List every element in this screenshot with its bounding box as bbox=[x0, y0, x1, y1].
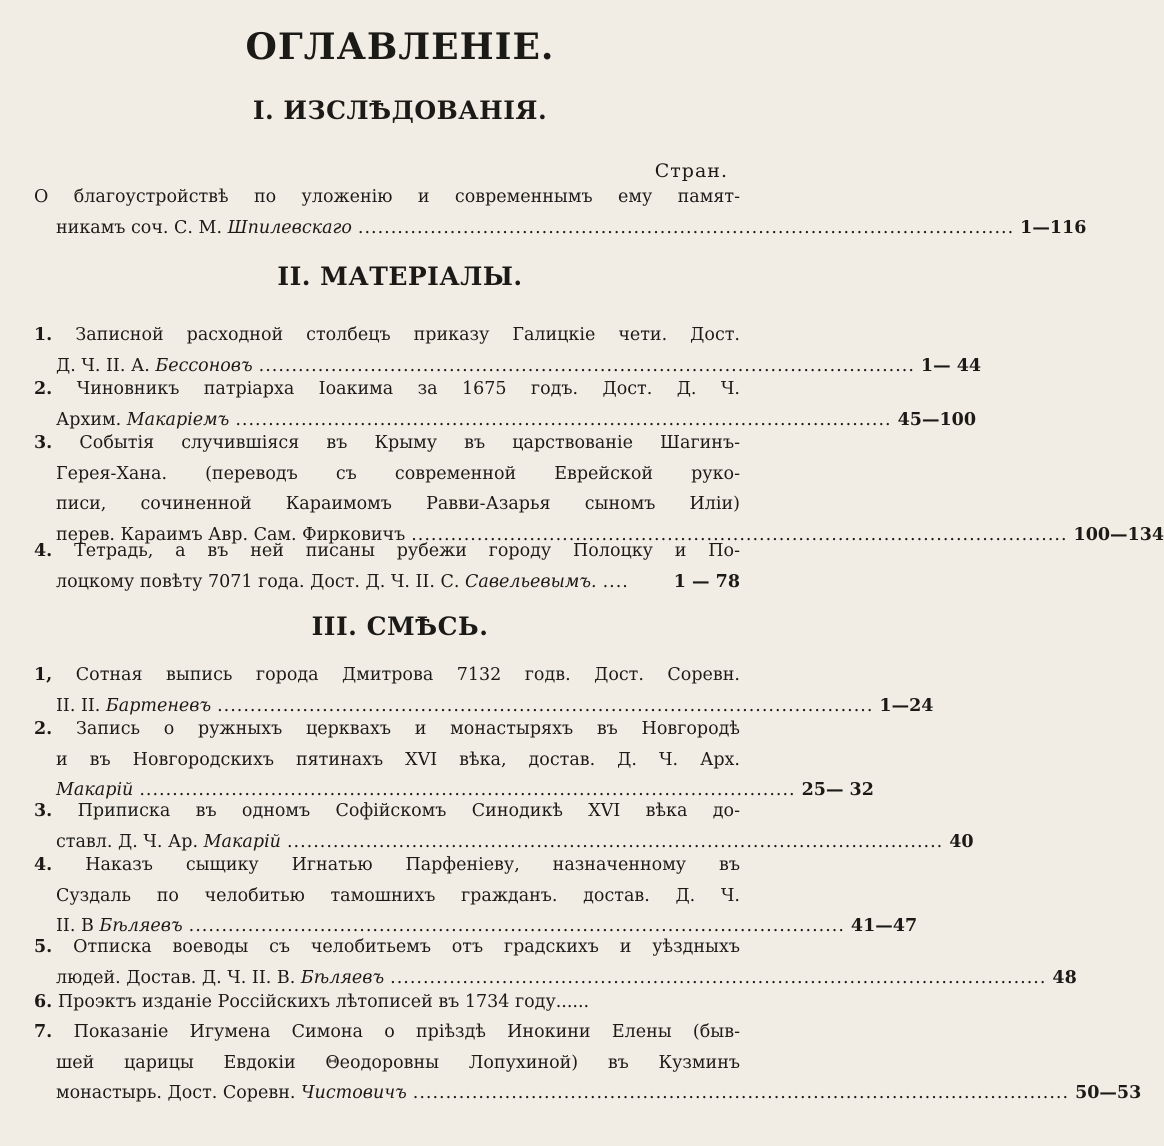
list-item: 3. Приписка въ одномъ Софiйскомъ Синодикѣ XVI вѣка до- ставл. Д. Ч. Ар. Макарiй .................................................................................................... 40 bbox=[34, 796, 740, 857]
entry-author: Шпилевскаго bbox=[227, 217, 352, 238]
entry-pages: 1 — 78 bbox=[673, 571, 740, 592]
section-heading-miscellany: III. СМѢСЬ. bbox=[311, 612, 489, 641]
entry-author: Бѣляевъ bbox=[99, 916, 183, 936]
entry-pages: 1—116 bbox=[1020, 217, 1087, 238]
list-item bbox=[34, 182, 1087, 243]
entry-text: О благоустройствѣ по уложенiю и современнымъ ему памят- bbox=[34, 187, 740, 207]
list-item: 5. Отписка воеводы съ челобитьемъ отъ градскихъ и уѣздныхъ людей. Достав. Д. Ч. II. В. Бѣляевъ .................................................................................................... 48 bbox=[34, 932, 740, 993]
entry-pages: 1—24 bbox=[879, 695, 934, 716]
entry-pages: 1— 44 bbox=[920, 355, 982, 376]
leader-dots: .................................................................................................... bbox=[235, 409, 892, 430]
leader-dots: .................................................................................................... bbox=[411, 524, 1068, 545]
entry-pages: 50—53 bbox=[1075, 1083, 1142, 1103]
leader-dots: .... bbox=[602, 571, 629, 592]
list-item: 4. Наказъ сыщику Игнатью Парфенiеву, назначенному въ Суздаль по челобитью тамошнихъ гражданъ. достав. Д. Ч. II. В Бѣляевъ .................................................................................................... 41—47 bbox=[34, 850, 740, 942]
entry-pages: 100—134 bbox=[1073, 524, 1164, 545]
leader-dots: .................................................................................................... bbox=[357, 217, 1015, 238]
entry-author: Макарiй bbox=[203, 831, 281, 852]
entry-pages: 45—100 bbox=[897, 409, 976, 430]
entry-pages: 41—47 bbox=[850, 916, 918, 936]
leader-dots: .................................................................................................... bbox=[217, 695, 874, 716]
list-item: 2. Чиновникъ патрiарха Iоакима за 1675 годъ. Дост. Д. Ч. Архим. Макарiемъ .................................................................................................... 45—100 bbox=[34, 374, 740, 435]
entry-author: Макарiй bbox=[56, 780, 134, 800]
list-item: 4. Тетрадь, а въ ней писаны рубежи городу Полоцку и По- лоцкому повѣту 7071 года. Дост. Д. Ч. II. С. Савельевымъ. .... 1 — 78 bbox=[34, 536, 740, 597]
section-heading-research: I. ИЗСЛѢДОВАНIЯ. bbox=[252, 96, 548, 125]
entry-pages: 40 bbox=[949, 831, 974, 852]
entry-author: Савельевымъ. bbox=[465, 571, 597, 592]
list-item: 2. Запись о ружныхъ церквахъ и монастыряхъ въ Новгородѣ и въ Новгородскихъ пятинахъ XVI вѣка, достав. Д. Ч. Арх. Макарiй .................................................................................................... 25— 32 bbox=[34, 714, 740, 806]
leader-dots: .................................................................................................... bbox=[390, 967, 1047, 988]
entry-pages: 25— 32 bbox=[801, 780, 874, 800]
leader-dots: .................................................................................................... bbox=[258, 355, 915, 376]
list-item: 6. Проэктъ изданiе Россiйскихъ лѣтописей въ 1734 году...... bbox=[34, 992, 590, 1012]
leader-dots: .................................................................................................... bbox=[286, 831, 944, 852]
section-heading-materials: II. МАТЕРIАЛЫ. bbox=[277, 262, 523, 291]
leader-dots: .................................................................................................... bbox=[412, 1083, 1070, 1103]
leader-dots: .................................................................................................... bbox=[139, 780, 796, 800]
list-item: 1, Сотная выпись города Дмитрова 7132 годв. Дост. Соревн. II. II. Бартеневъ .................................................................................................... 1—24 bbox=[34, 660, 740, 721]
entry-author: Бѣляевъ bbox=[300, 967, 385, 988]
pages-column-header: Стран. bbox=[654, 160, 728, 182]
entry-author: Чистовичъ bbox=[301, 1083, 407, 1103]
page-title: ОГЛАВЛЕНIЕ. bbox=[245, 26, 555, 68]
entry-author: Макарiемъ bbox=[126, 409, 230, 430]
leader-dots: .................................................................................................... bbox=[188, 916, 845, 936]
list-item: 7. Показанiе Игумена Симона о прiѣздѣ Инокини Елены (быв- шей царицы Евдокiи Θеодоровны Лопухиной) въ Кузминъ монастырь. Дост. Соревн. Чистовичъ .................................................................................................... 50—53 bbox=[34, 1017, 740, 1109]
entry-author: Бессоновъ bbox=[155, 355, 253, 376]
list-item: 1. Записной расходной столбецъ приказу Галицкiе чети. Дост. Д. Ч. II. А. Бессоновъ .................................................................................................... 1— 44 bbox=[34, 320, 740, 381]
entry-author: Бартеневъ bbox=[105, 695, 212, 716]
list-item: 3. Событiя случившiяся въ Крыму въ царствованiе Шагинъ- Герея-Хана. (переводъ съ современной Еврейской руко- писи, сочиненной Караимомъ Равви-Азарья сыномъ Илiи) перев. Караимъ Авр. Сам. Фирковичъ .................................................................................................... 100—134 bbox=[34, 428, 740, 550]
entry-text: никамъ соч. С. М. Шпилевскаго .................................................................................................... 1—116 bbox=[34, 213, 740, 244]
entry-pages: 48 bbox=[1052, 967, 1077, 988]
